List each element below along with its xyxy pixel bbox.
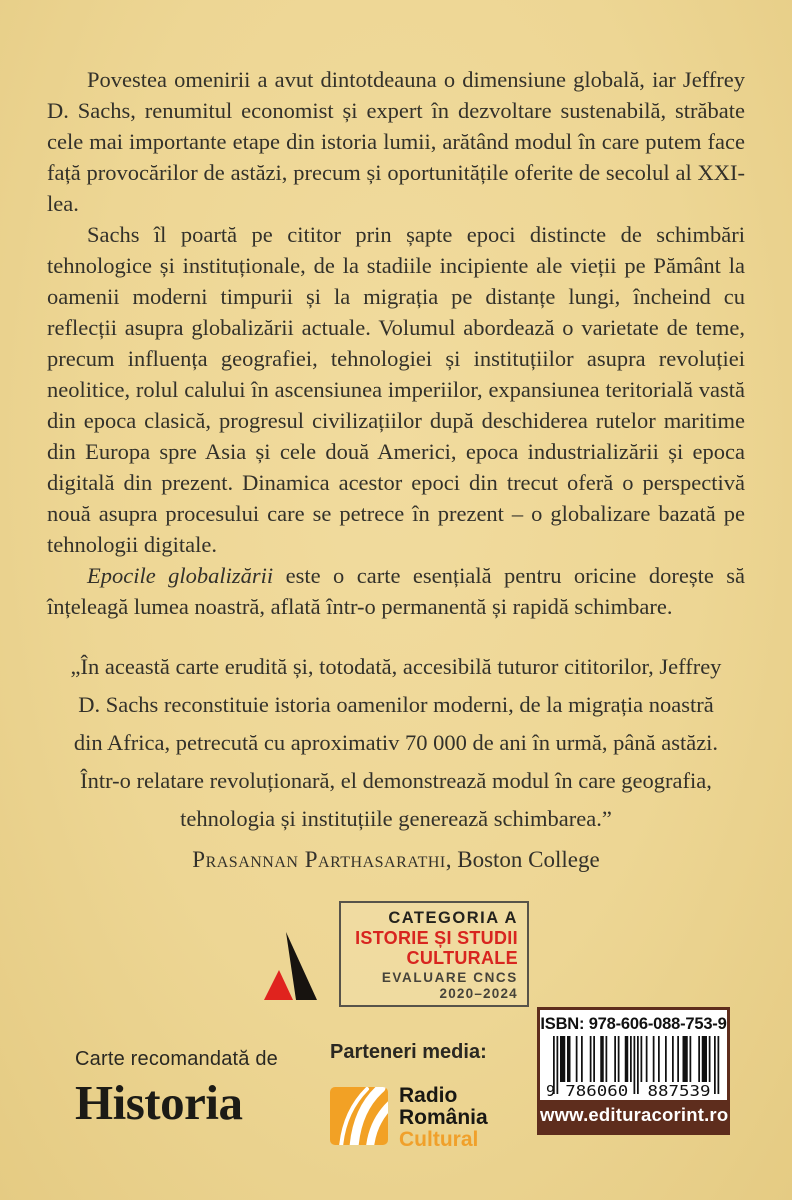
reviewer-name: Prasannan Parthasarathi — [192, 847, 446, 872]
book-title-italic: Epocile globalizării — [87, 563, 274, 588]
media-partners-label: Parteneri media: — [330, 1041, 487, 1063]
award-domain-line2: CULTURALE — [406, 948, 518, 968]
media-partners-block — [330, 1041, 488, 1151]
radio-romania-cultural-logo — [330, 1085, 488, 1151]
svg-text:786060: 786060 — [565, 1082, 629, 1098]
award-category-label: CATEGORIA A — [388, 909, 518, 927]
svg-text:9: 9 — [546, 1082, 556, 1098]
synopsis-paragraph-3-rest: este o carte esențială pentru oricine dorește să înțeleagă lumea noastră, aflată într-o permanentă și rapidă schimbare. — [47, 563, 745, 619]
radio-word: Radio — [399, 1084, 458, 1107]
cncs-a-triangle-logo-icon — [263, 930, 327, 1007]
synopsis-paragraph-3 — [47, 560, 745, 622]
review-quote-section — [64, 648, 728, 879]
cncs-award-badge — [0, 901, 792, 1007]
radio-romania-wordmark — [399, 1085, 488, 1151]
synopsis-paragraph-1: Povestea omenirii a avut dintotdeauna o dimensiune globală, iar Jeffrey D. Sachs, renumitul economist și expert în dezvoltare sustenabilă, străbate cele mai importante etape din istoria lumii, arătând modul în care putem face față provocărilor de astăzi, precum și oportunitățile oferite de secolul al XXI-lea. — [47, 67, 745, 216]
romania-word: România — [399, 1106, 488, 1129]
cultural-word: Cultural — [399, 1128, 479, 1151]
ean13-barcode — [540, 1035, 727, 1100]
synopsis-paragraph-2: Sachs îl poartă pe cititor prin șapte epoci distincte de schimbări tehnologice și instituționale, de la stadiile incipiente ale vieții pe Pământ la oamenii moderni timpurii și la migrația pe distanțe lungi, încheind cu reflecții asupra globalizării actuale. Volumul abordează o varietate de teme, precum influența geografiei, tehnologiei și instituțiilor asupra revoluției neolitice, rolul calului în ascensiunea imperiilor, expansiunea teritorială vastă din epoca clasică, progresul civilizațiilor după deschiderea rutelor maritime din Europa spre Asia și cele două Americi, epoca industrializării și epoca digitală din prezent. Dinamica acestor epoci din trecut oferă o perspectivă nouă asupra procesului care se petrece în prezent – o globalizare bazată pe tehnologii digitale. — [47, 222, 745, 557]
historia-recommendation-block — [75, 1048, 278, 1128]
svg-text:887539: 887539 — [647, 1082, 711, 1098]
review-attribution — [64, 841, 728, 879]
award-domain-line1: ISTORIE ȘI STUDII — [355, 928, 518, 948]
cncs-award-textbox — [339, 901, 529, 1007]
award-evaluation-years: 2020–2024 — [439, 986, 518, 1001]
radio-waves-icon — [330, 1087, 388, 1150]
historia-logo: Historia — [75, 1075, 243, 1130]
synopsis-section — [47, 64, 745, 622]
reviewer-affiliation: , Boston College — [445, 847, 600, 872]
isbn-label: ISBN: 978-606-088-753-9 — [540, 1015, 727, 1033]
isbn-barcode-block — [537, 1007, 730, 1135]
recommended-by-label: Carte recomandată de — [75, 1048, 279, 1070]
publisher-url: www.edituracorint.ro — [540, 1100, 727, 1132]
award-evaluation-label: EVALUARE CNCS — [381, 970, 518, 985]
review-quote-text: „În această carte erudită și, totodată, accesibilă tuturor cititorilor, Jeffrey D. Sachs reconstituie istoria oamenilor moderni, de la migrația noastră din Africa, petrecută cu aproximativ 70 000 de ani în urmă, până astăzi. Într-o relatare revoluționară, el demonstrează modul în care geografia, tehnologia și instituțiile generează schimbarea.” — [70, 654, 722, 831]
